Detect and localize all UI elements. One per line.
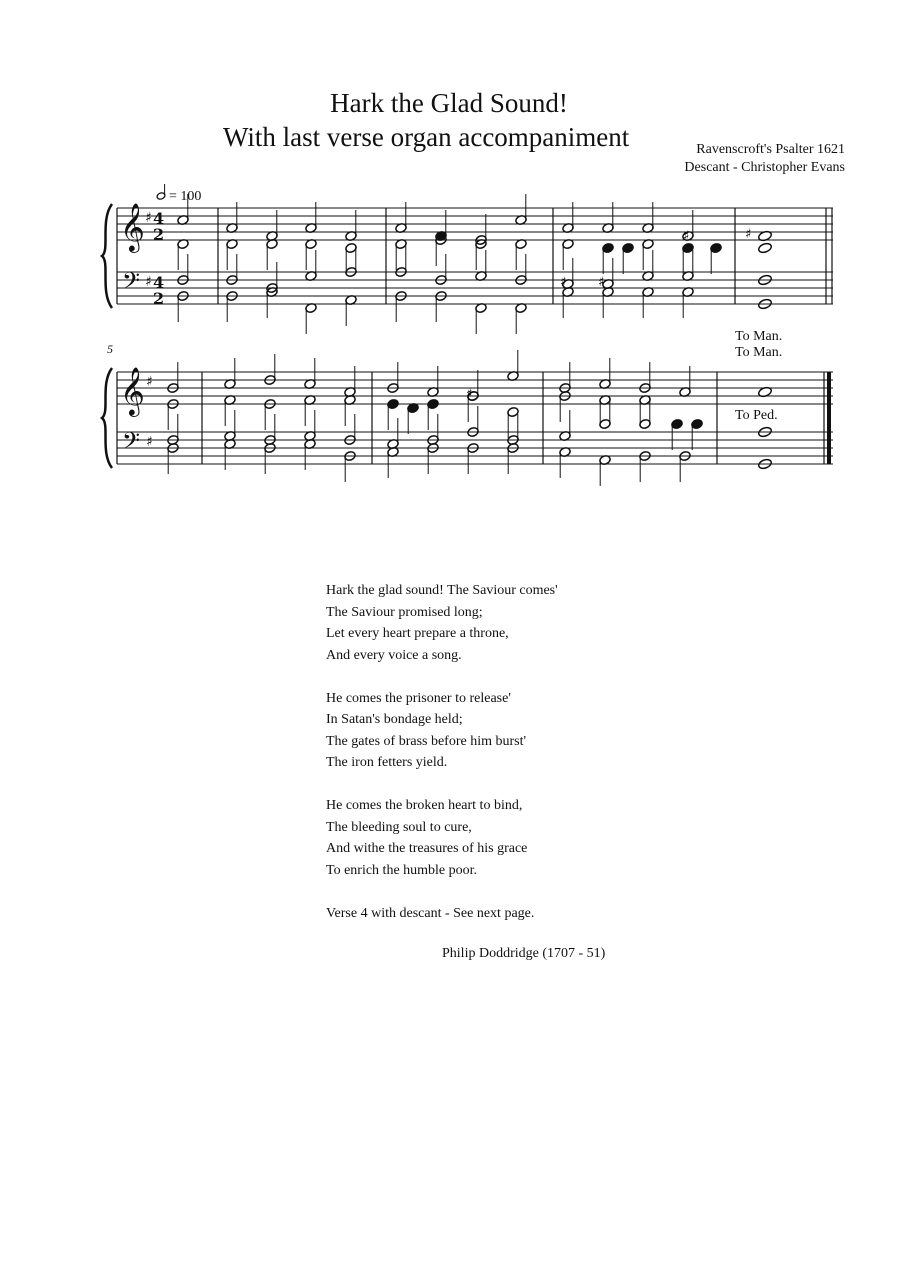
- bass-clef-icon: 𝄢: [122, 267, 141, 300]
- note-head: [758, 242, 773, 254]
- note-head: [305, 302, 318, 334]
- title-line-1: Hark the Glad Sound!: [330, 88, 568, 118]
- note-head: [559, 446, 572, 478]
- note-head: [639, 450, 652, 482]
- hymn-lyrics: [326, 580, 558, 946]
- system1-bass-staff: [117, 272, 833, 304]
- key-signature-sharp: ♯: [146, 434, 153, 450]
- note-head: [427, 442, 440, 474]
- time-signature-bottom: 2: [153, 225, 165, 244]
- system2-barlines: [117, 372, 829, 464]
- bass-clef-icon: 𝄢: [122, 427, 141, 460]
- note-head: [395, 290, 408, 322]
- note-head: [226, 290, 239, 322]
- note-head: [387, 446, 400, 478]
- note-head: [345, 294, 358, 326]
- measure-number: 5: [107, 342, 113, 356]
- note-head: [639, 362, 652, 394]
- note-head: [562, 202, 575, 234]
- note-head: [304, 438, 317, 470]
- note-head: [345, 210, 358, 242]
- lyric-line: The Saviour promised long;: [326, 604, 483, 620]
- registration-manual-2: To Man.: [735, 345, 783, 360]
- note-head: [167, 442, 180, 474]
- lyric-line: Hark the glad sound! The Saviour comes': [326, 583, 558, 598]
- note-head: [599, 358, 612, 390]
- note-head: [710, 242, 723, 274]
- note-head: [507, 442, 520, 474]
- note-head: [224, 438, 237, 470]
- note-head: [507, 350, 520, 382]
- score-notes: [167, 194, 773, 486]
- note-head: [407, 402, 420, 434]
- note-head: [264, 354, 277, 386]
- note-head: [559, 362, 572, 394]
- lyric-line: And withe the treasures of his grace: [326, 841, 528, 856]
- note-head: [387, 362, 400, 394]
- stanza: [326, 688, 558, 774]
- note-head: [622, 242, 635, 274]
- stanza: [326, 580, 558, 666]
- time-signature-top: 4: [153, 209, 165, 228]
- note-head: [177, 290, 190, 322]
- note-head: [266, 286, 279, 318]
- note-head: [642, 286, 655, 318]
- key-signature-sharp: ♯: [145, 210, 152, 226]
- note-head: [177, 194, 190, 226]
- registration-pedal: To Ped.: [735, 408, 778, 423]
- note-head: [435, 290, 448, 322]
- lyricist-credit: Philip Doddridge (1707 - 51): [442, 946, 606, 961]
- lyric-line: To enrich the humble poor.: [326, 862, 478, 878]
- tempo-value: = 100: [169, 189, 202, 204]
- note-head: [602, 202, 615, 234]
- note-head: [226, 202, 239, 234]
- lyric-line: The bleeding soul to cure,: [326, 819, 472, 835]
- sharp-accidental-icon: ♯: [683, 229, 690, 244]
- note-head: [305, 202, 318, 234]
- lyric-line: The gates of brass before him burst': [326, 733, 527, 749]
- note-head: [679, 450, 692, 482]
- sharp-accidental-icon: ♯: [745, 227, 752, 242]
- treble-clef-icon: 𝄞: [120, 366, 145, 415]
- note-head: [599, 454, 612, 486]
- descant-credit: Descant - Christopher Evans: [684, 160, 845, 175]
- time-signature-bottom: 2: [153, 289, 165, 308]
- verse-note: Verse 4 with descant - See next page.: [326, 905, 535, 921]
- note-head: [264, 442, 277, 474]
- key-signature-sharp: ♯: [146, 374, 153, 390]
- lyric-line: In Satan's bondage held;: [326, 712, 463, 727]
- note-head: [562, 286, 575, 318]
- time-signature-top: 4: [153, 273, 165, 292]
- key-signature-sharp: ♯: [145, 274, 152, 290]
- note-head: [515, 302, 528, 334]
- system1-barlines: [117, 208, 832, 304]
- lyric-line: And every voice a song.: [326, 647, 462, 663]
- note-head: [344, 366, 357, 398]
- note-head: [344, 450, 357, 482]
- lyric-line: He comes the broken heart to bind,: [326, 798, 523, 813]
- sharp-accidental-icon: ♯: [598, 275, 605, 290]
- sharp-accidental-icon: ♯: [560, 275, 567, 290]
- system1-brace: [102, 204, 112, 308]
- note-head: [682, 286, 695, 318]
- note-head: [602, 286, 615, 318]
- note-head: [642, 202, 655, 234]
- note-head: [266, 210, 279, 242]
- note-head: [475, 302, 488, 334]
- stanza: [326, 795, 558, 881]
- note-head: [515, 194, 528, 226]
- title-line-2: With last verse organ accompaniment: [223, 122, 630, 152]
- sharp-accidental-icon: ♯: [466, 387, 473, 402]
- note-head: [679, 366, 692, 398]
- treble-clef-icon: 𝄞: [120, 202, 145, 251]
- lyric-line: Let every heart prepare a throne,: [326, 626, 509, 641]
- registration-manual-1: To Man.: [735, 329, 783, 344]
- note-head: [427, 366, 440, 398]
- note-head: [691, 418, 704, 450]
- note-head: [167, 362, 180, 394]
- music-score: [0, 0, 900, 520]
- lyric-line: He comes the prisoner to release': [326, 690, 511, 706]
- note-head: [467, 442, 480, 474]
- system2-brace: [102, 368, 112, 468]
- system1-treble-staff: [117, 208, 833, 240]
- tune-credit: Ravenscroft's Psalter 1621: [696, 142, 845, 157]
- note-head: [224, 358, 237, 390]
- note-head: [671, 418, 684, 450]
- note-head: [395, 202, 408, 234]
- note-head: [304, 358, 317, 390]
- lyric-line: The iron fetters yield.: [326, 755, 448, 770]
